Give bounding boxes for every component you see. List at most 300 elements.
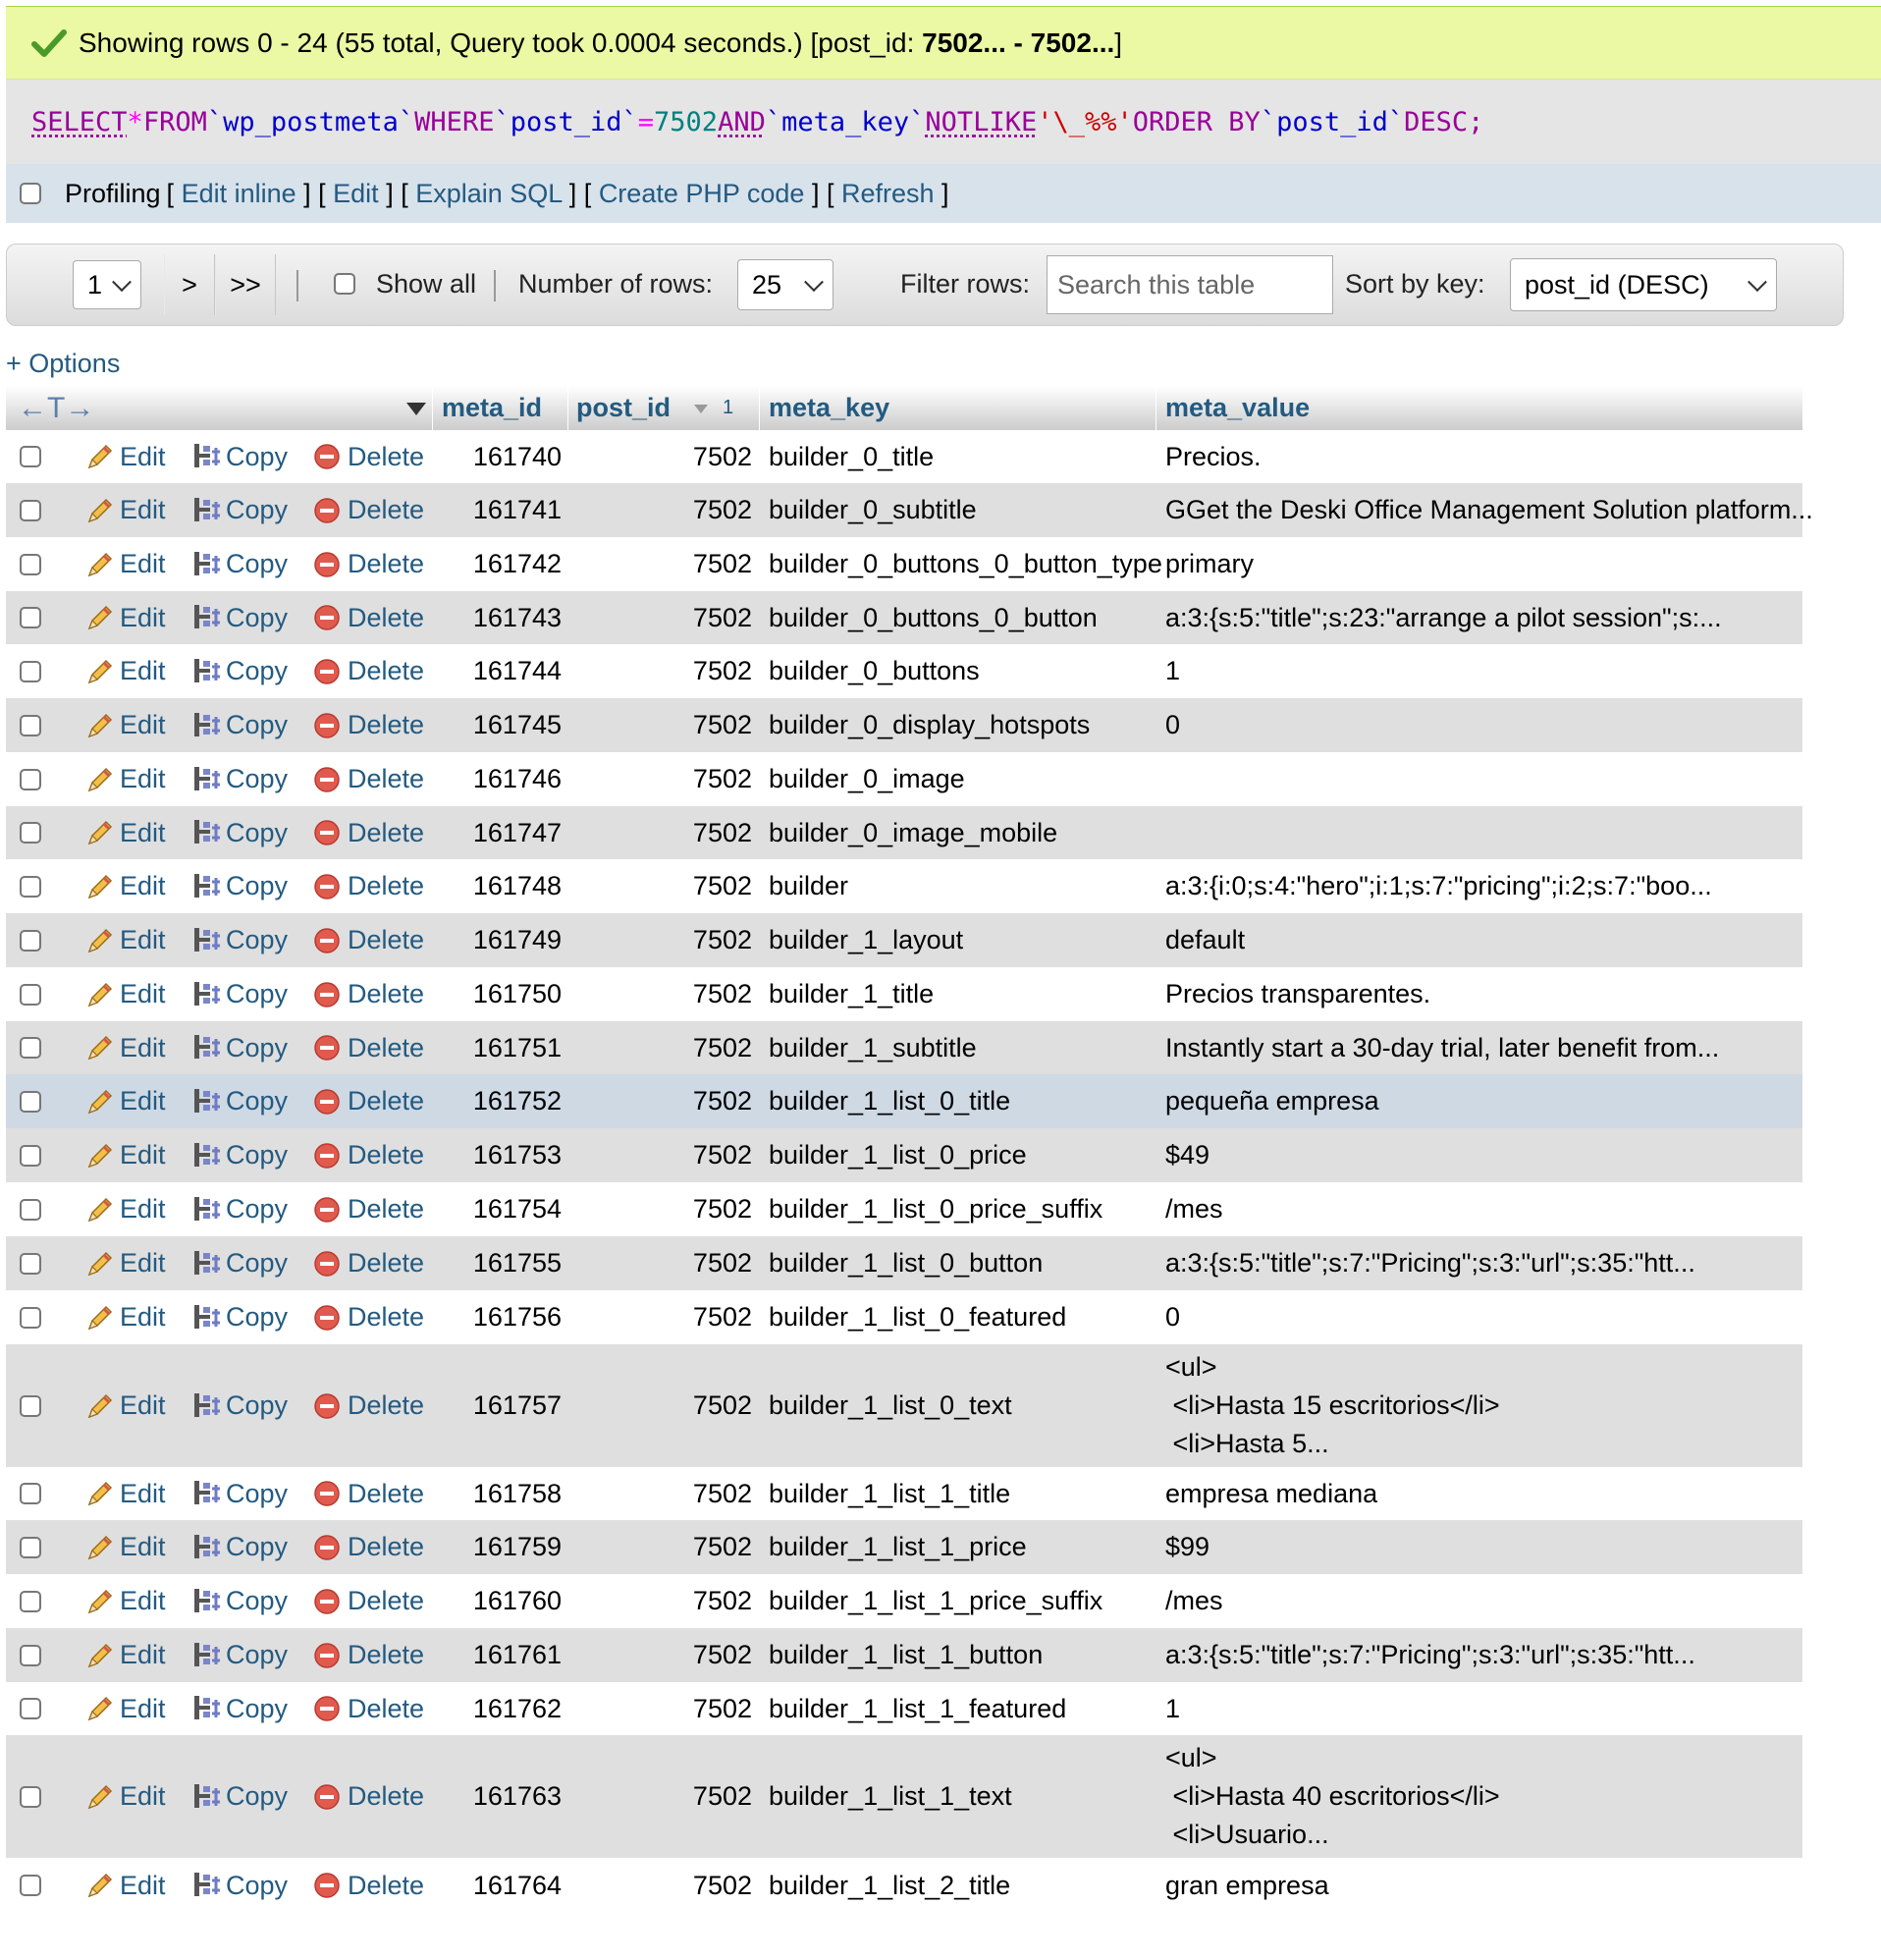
delete-action[interactable] xyxy=(312,1682,424,1735)
post-id-cell[interactable]: 7502 xyxy=(692,1194,752,1224)
row-checkbox[interactable] xyxy=(20,1698,41,1719)
copy-link[interactable]: Copy xyxy=(226,1586,289,1615)
show-all-checkbox[interactable] xyxy=(334,273,355,295)
table-row[interactable] xyxy=(6,698,1802,752)
copy-action[interactable] xyxy=(190,698,288,752)
edit-inline-link[interactable]: Edit inline xyxy=(181,178,296,208)
copy-action[interactable] xyxy=(190,1628,288,1682)
edit-action[interactable] xyxy=(84,1628,166,1682)
copy-action[interactable] xyxy=(190,913,288,967)
row-checkbox[interactable] xyxy=(20,1037,41,1059)
row-checkbox[interactable] xyxy=(20,1395,41,1417)
post-id-cell[interactable]: 7502 xyxy=(692,925,752,954)
meta-value-cell[interactable]: empresa mediana xyxy=(1165,1478,1378,1508)
edit-action[interactable] xyxy=(84,1735,166,1858)
copy-action[interactable] xyxy=(190,1344,288,1467)
delete-action[interactable] xyxy=(312,967,424,1021)
meta-key-cell[interactable]: builder_1_list_0_featured xyxy=(769,1302,1067,1332)
table-row[interactable] xyxy=(6,1021,1802,1074)
meta-key-cell[interactable]: builder_0_title xyxy=(769,441,935,471)
delete-link[interactable]: Delete xyxy=(348,1781,425,1811)
delete-link[interactable]: Delete xyxy=(348,1478,425,1508)
row-checkbox[interactable] xyxy=(20,1091,41,1113)
table-row[interactable] xyxy=(6,1574,1802,1628)
edit-action[interactable] xyxy=(84,859,166,913)
meta-value-cell[interactable]: a:3:{s:5:"title";s:7:"Pricing";s:3:"url";s:35:"htt... xyxy=(1165,1248,1695,1278)
row-checkbox[interactable] xyxy=(20,446,41,467)
meta-id-cell[interactable]: 161740 xyxy=(472,441,562,471)
delete-action[interactable] xyxy=(312,1074,424,1128)
delete-link[interactable]: Delete xyxy=(348,1693,425,1723)
meta-key-cell[interactable]: builder xyxy=(769,871,849,900)
meta-value-cell[interactable]: 1 xyxy=(1165,1693,1181,1723)
delete-link[interactable]: Delete xyxy=(348,1640,425,1669)
meta-value-cell[interactable]: /mes xyxy=(1165,1194,1223,1224)
meta-key-cell[interactable]: builder_1_title xyxy=(769,979,935,1008)
edit-action[interactable] xyxy=(84,1467,166,1520)
post-id-cell[interactable]: 7502 xyxy=(692,1693,752,1723)
post-id-cell[interactable]: 7502 xyxy=(692,549,752,578)
row-checkbox[interactable] xyxy=(20,1145,41,1167)
row-checkbox[interactable] xyxy=(20,1537,41,1558)
delete-action[interactable] xyxy=(312,1858,424,1913)
meta-id-cell[interactable]: 161742 xyxy=(472,549,562,578)
edit-link[interactable]: Edit xyxy=(120,764,166,793)
meta-id-cell[interactable]: 161750 xyxy=(472,979,562,1008)
row-checkbox[interactable] xyxy=(20,1253,41,1275)
meta-id-cell[interactable]: 161764 xyxy=(472,1870,562,1900)
page-select[interactable] xyxy=(73,260,141,309)
edit-action[interactable] xyxy=(84,1858,166,1913)
meta-value-cell[interactable]: /mes xyxy=(1165,1586,1223,1615)
triangle-down-icon[interactable] xyxy=(404,386,428,430)
post-id-cell[interactable]: 7502 xyxy=(692,1302,752,1332)
meta-id-cell[interactable]: 161751 xyxy=(472,1032,562,1062)
copy-action[interactable] xyxy=(190,1858,288,1913)
filter-rows-input[interactable]: Search this table xyxy=(1047,255,1333,314)
row-checkbox[interactable] xyxy=(20,1307,41,1329)
copy-action[interactable] xyxy=(190,591,288,644)
header-post-id[interactable]: post_id xyxy=(576,393,672,422)
delete-link[interactable]: Delete xyxy=(348,495,425,524)
edit-link[interactable]: Edit xyxy=(120,1248,166,1278)
meta-id-cell[interactable]: 161760 xyxy=(472,1586,562,1615)
table-row[interactable] xyxy=(6,1467,1802,1520)
delete-link[interactable]: Delete xyxy=(348,925,425,954)
edit-link[interactable]: Edit xyxy=(120,602,166,632)
edit-action[interactable] xyxy=(84,1344,166,1467)
delete-link[interactable]: Delete xyxy=(348,979,425,1008)
meta-id-cell[interactable]: 161745 xyxy=(472,710,562,739)
row-checkbox[interactable] xyxy=(20,1591,41,1612)
sql-token[interactable]: NOT xyxy=(925,106,974,137)
copy-action[interactable] xyxy=(190,859,288,913)
delete-link[interactable]: Delete xyxy=(348,817,425,847)
edit-link[interactable]: Edit xyxy=(120,1302,166,1332)
delete-action[interactable] xyxy=(312,537,424,591)
edit-link[interactable]: Edit xyxy=(120,979,166,1008)
edit-action[interactable] xyxy=(84,1574,166,1628)
edit-link[interactable]: Edit xyxy=(120,1640,166,1669)
delete-action[interactable] xyxy=(312,1344,424,1467)
delete-action[interactable] xyxy=(312,1735,424,1858)
meta-key-cell[interactable]: builder_1_list_0_title xyxy=(769,1086,1011,1116)
rows-select[interactable] xyxy=(737,259,833,310)
table-row[interactable] xyxy=(6,1628,1802,1682)
edit-link[interactable]: Edit xyxy=(120,495,166,524)
delete-link[interactable]: Delete xyxy=(348,441,425,471)
delete-action[interactable] xyxy=(312,913,424,967)
create-php-code-link[interactable]: Create PHP code xyxy=(598,178,805,208)
meta-value-cell[interactable]: $99 xyxy=(1165,1532,1210,1561)
copy-link[interactable]: Copy xyxy=(226,1140,289,1170)
copy-link[interactable]: Copy xyxy=(226,925,289,954)
delete-link[interactable]: Delete xyxy=(348,1032,425,1062)
delete-action[interactable] xyxy=(312,430,424,483)
table-row[interactable] xyxy=(6,644,1802,698)
delete-action[interactable] xyxy=(312,1574,424,1628)
copy-action[interactable] xyxy=(190,1735,288,1858)
meta-key-cell[interactable]: builder_0_subtitle xyxy=(769,495,977,524)
meta-key-cell[interactable]: builder_1_list_1_title xyxy=(769,1478,1011,1508)
table-row[interactable] xyxy=(6,537,1802,591)
delete-action[interactable] xyxy=(312,1520,424,1574)
copy-action[interactable] xyxy=(190,1467,288,1520)
meta-value-cell[interactable]: a:3:{s:5:"title";s:23:"arrange a pilot session";s:... xyxy=(1165,602,1722,632)
meta-value-cell[interactable]: 0 xyxy=(1165,710,1181,739)
edit-action[interactable] xyxy=(84,698,166,752)
copy-action[interactable] xyxy=(190,644,288,698)
column-arrows-icon[interactable]: ←T→ xyxy=(18,391,95,424)
meta-value-cell[interactable]: primary xyxy=(1165,549,1255,578)
edit-link[interactable]: Edit xyxy=(120,1032,166,1062)
edit-action[interactable] xyxy=(84,1682,166,1735)
copy-action[interactable] xyxy=(190,806,288,859)
table-row[interactable] xyxy=(6,859,1802,913)
delete-link[interactable]: Delete xyxy=(348,656,425,685)
table-row[interactable] xyxy=(6,752,1802,806)
meta-id-cell[interactable]: 161755 xyxy=(472,1248,562,1278)
table-row[interactable] xyxy=(6,1682,1802,1735)
edit-action[interactable] xyxy=(84,1520,166,1574)
post-id-cell[interactable]: 7502 xyxy=(692,1248,752,1278)
meta-value-cell[interactable]: a:3:{s:5:"title";s:7:"Pricing";s:3:"url";s:35:"htt... xyxy=(1165,1640,1695,1669)
edit-link[interactable]: Edit xyxy=(120,1693,166,1723)
row-checkbox[interactable] xyxy=(20,769,41,790)
copy-link[interactable]: Copy xyxy=(226,441,289,471)
post-id-cell[interactable]: 7502 xyxy=(692,1532,752,1561)
copy-link[interactable]: Copy xyxy=(226,1086,289,1116)
meta-key-cell[interactable]: builder_0_image xyxy=(769,764,965,793)
edit-action[interactable] xyxy=(84,1021,166,1074)
edit-link[interactable]: Edit xyxy=(120,1140,166,1170)
delete-link[interactable]: Delete xyxy=(348,1086,425,1116)
copy-action[interactable] xyxy=(190,1128,288,1182)
table-row[interactable] xyxy=(6,1344,1802,1467)
sql-token[interactable]: AND xyxy=(718,106,766,137)
edit-action[interactable] xyxy=(84,806,166,859)
delete-action[interactable] xyxy=(312,752,424,806)
header-meta-id[interactable]: meta_id xyxy=(442,393,543,422)
edit-action[interactable] xyxy=(84,430,166,483)
delete-link[interactable]: Delete xyxy=(348,1194,425,1224)
meta-value-cell[interactable]: 0 xyxy=(1165,1302,1181,1332)
meta-key-cell[interactable]: builder_1_list_0_button xyxy=(769,1248,1044,1278)
table-row[interactable] xyxy=(6,913,1802,967)
table-row[interactable] xyxy=(6,591,1802,644)
edit-action[interactable] xyxy=(84,967,166,1021)
meta-id-cell[interactable]: 161757 xyxy=(472,1390,562,1420)
meta-value-cell[interactable]: Precios transparentes. xyxy=(1165,979,1431,1008)
edit-action[interactable] xyxy=(84,483,166,537)
meta-id-cell[interactable]: 161758 xyxy=(472,1478,562,1508)
meta-id-cell[interactable]: 161754 xyxy=(472,1194,562,1224)
delete-link[interactable]: Delete xyxy=(348,1302,425,1332)
edit-action[interactable] xyxy=(84,752,166,806)
meta-id-cell[interactable]: 161756 xyxy=(472,1302,562,1332)
meta-key-cell[interactable]: builder_0_display_hotspots xyxy=(769,710,1091,739)
post-id-cell[interactable]: 7502 xyxy=(692,871,752,900)
meta-id-cell[interactable]: 161748 xyxy=(472,871,562,900)
meta-value-cell[interactable]: pequeña empresa xyxy=(1165,1086,1379,1116)
meta-key-cell[interactable]: builder_1_subtitle xyxy=(769,1032,977,1062)
post-id-cell[interactable]: 7502 xyxy=(692,1140,752,1170)
copy-action[interactable] xyxy=(190,1574,288,1628)
table-row[interactable] xyxy=(6,806,1802,859)
copy-link[interactable]: Copy xyxy=(226,979,289,1008)
table-row[interactable] xyxy=(6,1128,1802,1182)
delete-link[interactable]: Delete xyxy=(348,602,425,632)
refresh-link[interactable]: Refresh xyxy=(840,178,935,208)
post-id-cell[interactable]: 7502 xyxy=(692,1781,752,1811)
table-row[interactable] xyxy=(6,967,1802,1021)
meta-key-cell[interactable]: builder_1_list_0_price xyxy=(769,1140,1027,1170)
copy-link[interactable]: Copy xyxy=(226,1640,289,1669)
meta-id-cell[interactable]: 161746 xyxy=(472,764,562,793)
header-meta-key[interactable]: meta_key xyxy=(769,393,890,422)
meta-value-cell[interactable]: <ul> <li>Hasta 40 escritorios</li> <li>Usuario... xyxy=(1165,1743,1500,1849)
delete-link[interactable]: Delete xyxy=(348,1390,425,1420)
edit-action[interactable] xyxy=(84,1236,166,1290)
copy-action[interactable] xyxy=(190,1236,288,1290)
meta-id-cell[interactable]: 161744 xyxy=(472,656,562,685)
copy-action[interactable] xyxy=(190,1182,288,1236)
post-id-cell[interactable]: 7502 xyxy=(692,1032,752,1062)
copy-action[interactable] xyxy=(190,1021,288,1074)
meta-key-cell[interactable]: builder_0_image_mobile xyxy=(769,817,1058,847)
delete-link[interactable]: Delete xyxy=(348,1140,425,1170)
copy-link[interactable]: Copy xyxy=(226,1248,289,1278)
row-checkbox[interactable] xyxy=(20,876,41,898)
copy-link[interactable]: Copy xyxy=(226,871,289,900)
copy-action[interactable] xyxy=(190,1290,288,1344)
meta-id-cell[interactable]: 161749 xyxy=(472,925,562,954)
profiling-checkbox[interactable] xyxy=(20,183,41,204)
row-checkbox[interactable] xyxy=(20,822,41,844)
edit-link[interactable]: Edit xyxy=(120,1086,166,1116)
delete-action[interactable] xyxy=(312,698,424,752)
delete-action[interactable] xyxy=(312,1290,424,1344)
post-id-cell[interactable]: 7502 xyxy=(692,764,752,793)
delete-action[interactable] xyxy=(312,859,424,913)
edit-link[interactable]: Edit xyxy=(120,710,166,739)
meta-key-cell[interactable]: builder_1_list_1_button xyxy=(769,1640,1044,1669)
copy-link[interactable]: Copy xyxy=(226,495,289,524)
post-id-cell[interactable]: 7502 xyxy=(692,1390,752,1420)
copy-link[interactable]: Copy xyxy=(226,817,289,847)
post-id-cell[interactable]: 7502 xyxy=(692,495,752,524)
edit-link[interactable]: Edit xyxy=(120,656,166,685)
edit-query-link[interactable]: Edit xyxy=(333,178,379,208)
row-checkbox[interactable] xyxy=(20,715,41,736)
row-checkbox[interactable] xyxy=(20,661,41,682)
copy-action[interactable] xyxy=(190,537,288,591)
meta-value-cell[interactable]: GGet the Deski Office Management Solution platform... xyxy=(1165,495,1813,524)
meta-key-cell[interactable]: builder_1_list_1_featured xyxy=(769,1693,1067,1723)
meta-value-cell[interactable]: a:3:{i:0;s:4:"hero";i:1;s:7:"pricing";i:2;s:7:"boo... xyxy=(1165,871,1712,900)
edit-link[interactable]: Edit xyxy=(120,1532,166,1561)
meta-id-cell[interactable]: 161759 xyxy=(472,1532,562,1561)
table-row[interactable] xyxy=(6,1074,1802,1128)
last-page-button[interactable]: >> xyxy=(215,254,276,315)
table-row[interactable] xyxy=(6,1520,1802,1574)
delete-action[interactable] xyxy=(312,483,424,537)
row-checkbox[interactable] xyxy=(20,1875,41,1896)
options-toggle[interactable]: + Options xyxy=(6,349,121,378)
edit-link[interactable]: Edit xyxy=(120,1781,166,1811)
meta-value-cell[interactable]: Instantly start a 30-day trial, later benefit from... xyxy=(1165,1032,1720,1062)
delete-link[interactable]: Delete xyxy=(348,1586,425,1615)
delete-action[interactable] xyxy=(312,591,424,644)
copy-link[interactable]: Copy xyxy=(226,1302,289,1332)
edit-link[interactable]: Edit xyxy=(120,1390,166,1420)
meta-id-cell[interactable]: 161752 xyxy=(472,1086,562,1116)
post-id-cell[interactable]: 7502 xyxy=(692,817,752,847)
edit-action[interactable] xyxy=(84,1128,166,1182)
post-id-cell[interactable]: 7502 xyxy=(692,710,752,739)
copy-action[interactable] xyxy=(190,752,288,806)
copy-link[interactable]: Copy xyxy=(226,602,289,632)
meta-value-cell[interactable]: gran empresa xyxy=(1165,1870,1329,1900)
delete-link[interactable]: Delete xyxy=(348,1532,425,1561)
row-checkbox[interactable] xyxy=(20,930,41,952)
edit-link[interactable]: Edit xyxy=(120,441,166,471)
edit-link[interactable]: Edit xyxy=(120,871,166,900)
copy-link[interactable]: Copy xyxy=(226,1870,289,1900)
copy-action[interactable] xyxy=(190,1074,288,1128)
delete-action[interactable] xyxy=(312,644,424,698)
meta-key-cell[interactable]: builder_1_list_1_price_suffix xyxy=(769,1586,1103,1615)
row-checkbox[interactable] xyxy=(20,1483,41,1504)
copy-link[interactable]: Copy xyxy=(226,710,289,739)
meta-id-cell[interactable]: 161743 xyxy=(472,602,562,632)
row-checkbox[interactable] xyxy=(20,1199,41,1221)
copy-link[interactable]: Copy xyxy=(226,764,289,793)
meta-id-cell[interactable]: 161761 xyxy=(472,1640,562,1669)
row-checkbox[interactable] xyxy=(20,607,41,628)
sql-token[interactable]: SELECT xyxy=(31,106,128,137)
meta-value-cell[interactable]: default xyxy=(1165,925,1246,954)
row-checkbox[interactable] xyxy=(20,554,41,575)
row-checkbox[interactable] xyxy=(20,1786,41,1808)
meta-value-cell[interactable]: Precios. xyxy=(1165,441,1262,471)
edit-action[interactable] xyxy=(84,1074,166,1128)
meta-key-cell[interactable]: builder_1_list_1_price xyxy=(769,1532,1027,1561)
post-id-cell[interactable]: 7502 xyxy=(692,1478,752,1508)
delete-action[interactable] xyxy=(312,1128,424,1182)
delete-link[interactable]: Delete xyxy=(348,764,425,793)
post-id-cell[interactable]: 7502 xyxy=(692,656,752,685)
delete-link[interactable]: Delete xyxy=(348,1870,425,1900)
meta-key-cell[interactable]: builder_1_list_0_text xyxy=(769,1390,1012,1420)
copy-link[interactable]: Copy xyxy=(226,1194,289,1224)
delete-action[interactable] xyxy=(312,806,424,859)
post-id-cell[interactable]: 7502 xyxy=(692,1086,752,1116)
post-id-cell[interactable]: 7502 xyxy=(692,979,752,1008)
copy-action[interactable] xyxy=(190,1520,288,1574)
copy-link[interactable]: Copy xyxy=(226,1781,289,1811)
table-row[interactable] xyxy=(6,430,1802,483)
edit-action[interactable] xyxy=(84,1290,166,1344)
copy-link[interactable]: Copy xyxy=(226,549,289,578)
edit-action[interactable] xyxy=(84,537,166,591)
row-checkbox[interactable] xyxy=(20,984,41,1006)
post-id-cell[interactable]: 7502 xyxy=(692,1586,752,1615)
sort-by-key-select[interactable] xyxy=(1510,258,1777,311)
delete-link[interactable]: Delete xyxy=(348,549,425,578)
meta-value-cell[interactable]: <ul> <li>Hasta 15 escritorios</li> <li>Hasta 5... xyxy=(1165,1352,1500,1458)
row-checkbox[interactable] xyxy=(20,500,41,521)
meta-id-cell[interactable]: 161753 xyxy=(472,1140,562,1170)
meta-id-cell[interactable]: 161763 xyxy=(472,1781,562,1811)
meta-id-cell[interactable]: 161747 xyxy=(472,817,562,847)
meta-key-cell[interactable]: builder_0_buttons_0_button_type xyxy=(769,549,1162,578)
edit-action[interactable] xyxy=(84,591,166,644)
delete-action[interactable] xyxy=(312,1182,424,1236)
edit-link[interactable]: Edit xyxy=(120,1194,166,1224)
meta-key-cell[interactable]: builder_1_layout xyxy=(769,925,964,954)
copy-link[interactable]: Copy xyxy=(226,1693,289,1723)
copy-action[interactable] xyxy=(190,483,288,537)
next-page-button[interactable]: > xyxy=(164,254,215,315)
meta-key-cell[interactable]: builder_1_list_1_text xyxy=(769,1781,1012,1811)
copy-action[interactable] xyxy=(190,967,288,1021)
edit-action[interactable] xyxy=(84,1182,166,1236)
post-id-cell[interactable]: 7502 xyxy=(692,441,752,471)
delete-link[interactable]: Delete xyxy=(348,871,425,900)
meta-key-cell[interactable]: builder_0_buttons_0_button xyxy=(769,602,1098,632)
meta-id-cell[interactable]: 161741 xyxy=(472,495,562,524)
post-id-cell[interactable]: 7502 xyxy=(692,602,752,632)
delete-action[interactable] xyxy=(312,1628,424,1682)
meta-key-cell[interactable]: builder_1_list_2_title xyxy=(769,1870,1011,1900)
table-row[interactable] xyxy=(6,483,1813,537)
post-id-cell[interactable]: 7502 xyxy=(692,1870,752,1900)
delete-action[interactable] xyxy=(312,1236,424,1290)
edit-link[interactable]: Edit xyxy=(120,1478,166,1508)
copy-link[interactable]: Copy xyxy=(226,1032,289,1062)
delete-action[interactable] xyxy=(312,1021,424,1074)
table-row[interactable] xyxy=(6,1858,1802,1913)
edit-link[interactable]: Edit xyxy=(120,1870,166,1900)
copy-link[interactable]: Copy xyxy=(226,1390,289,1420)
explain-sql-link[interactable]: Explain SQL xyxy=(415,178,563,208)
meta-id-cell[interactable]: 161762 xyxy=(472,1693,562,1723)
copy-link[interactable]: Copy xyxy=(226,1532,289,1561)
copy-action[interactable] xyxy=(190,430,288,483)
table-row[interactable] xyxy=(6,1735,1802,1858)
row-checkbox[interactable] xyxy=(20,1645,41,1666)
